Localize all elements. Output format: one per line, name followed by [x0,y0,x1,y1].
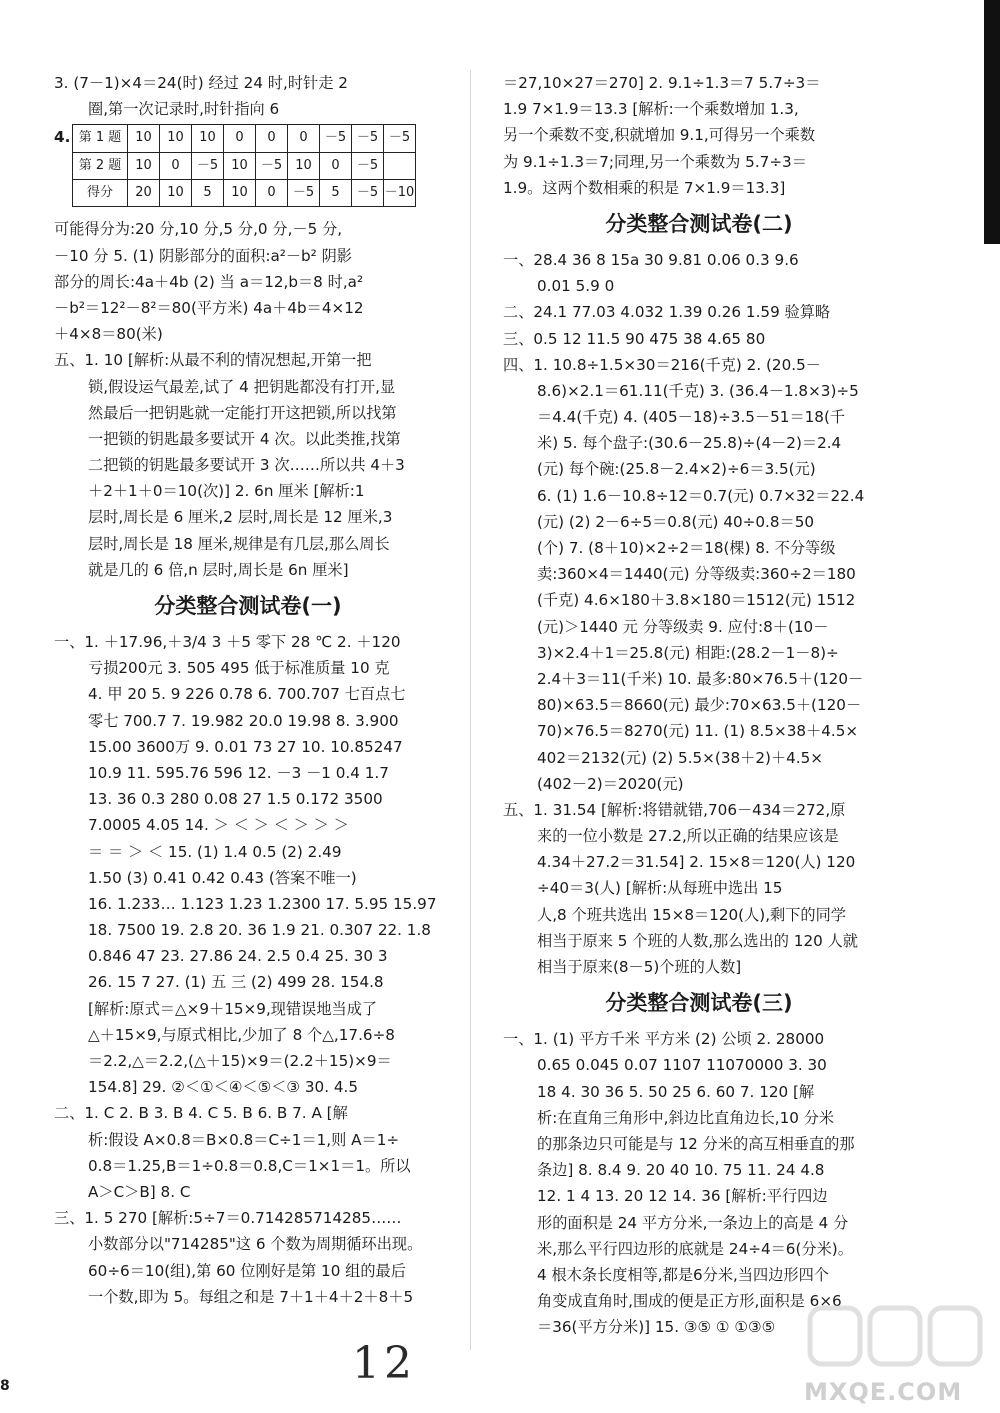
text-line: (元) 每个碗:(25.8－2.4×2)÷6＝3.5(元) [537,460,816,479]
table-cell [384,152,416,179]
text-line: 圈,第一次记录时,时针指向 6 [88,100,280,119]
text-line: 0.01 5.9 0 [537,277,615,296]
table-cell: －10 [384,179,416,206]
table-cell: 0 [320,152,352,179]
section-line: 二、24.1 77.03 4.032 1.39 0.26 1.59 验算略 [503,303,831,322]
text-line: 一个数,即为 5。每组之和是 7＋1＋4＋2＋8＋5 [88,1287,414,1306]
text-line: 26. 15 7 27. (1) 五 三 (2) 499 28. 154.8 [88,973,384,992]
section-line: 四、1. 10.8÷1.5×30＝216(千克) 2. (20.5－ [503,355,821,374]
text-line: 亏损200元 3. 505 495 低于标准质量 10 克 [88,659,390,678]
text-line: 米) 5. 每个盘子:(30.6－25.8)÷(4－2)＝2.4 [537,434,842,453]
text-line: 相当于原来(8－5)个班的人数] [537,958,742,976]
table-cell: 10 [128,152,160,179]
text-line: 13. 36 0.3 280 0.08 27 1.5 0.172 3500 [88,790,383,809]
text-line: 层时,周长是 18 厘米,规律是有几层,那么周长 [88,534,390,553]
text-line: 15.00 3600万 9. 0.01 73 27 10. 10.85247 [88,737,403,756]
text-line: 的那条边只可能是与 12 分米的高互相垂直的那 [537,1134,855,1153]
text-line: 角变成直角时,围成的便是正方形,面积是 6×6 [537,1292,842,1311]
table-cell: 10 [224,179,256,206]
text-line: ＝36(平方分米)] 15. ③⑤ ① ①③⑤ [537,1318,776,1337]
text-line: ＋4×8＝80(米) [54,325,163,344]
text-line: 一把锁的钥匙最多要试开 4 次。以此类推,找第 [88,429,401,448]
table-cell: 0 [256,125,288,152]
table-row [73,152,416,179]
text-line: 另一个乘数不变,积就增加 9.1,可得另一个乘数 [503,126,816,145]
section-line: 二、1. C 2. B 3. B 4. C 5. B 6. B 7. A [解 [54,1104,348,1123]
table-cell: －5 [384,125,416,152]
text-line: ＝4.4(千克) 4. (405－18)÷3.5－51＝18(千 [537,408,846,427]
text-line: 16. 1.233… 1.123 1.23 1.2300 17. 5.95 15.97 [88,894,437,913]
watermark-text: MXQE.COM [804,1378,963,1406]
text-line: 8.6)×2.1＝61.11(千克) 3. (36.4－1.8×3)÷5 [537,381,859,400]
table-cell: －5 [256,152,288,179]
table-cell: －5 [288,179,320,206]
score-table-block [54,122,442,216]
text-line: 然最后一把钥匙就一定能打开这把锁,所以找第 [88,403,397,422]
score-table [72,124,416,207]
text-line: 10.9 11. 595.76 596 12. －3 －1 0.4 1.7 [88,763,389,782]
table-cell: －5 [192,152,224,179]
table-cell: 10 [192,125,224,152]
text-line: ＝2.2,△＝2.2,(△＋15)×9＝(2.2＋15)×9＝ [88,1052,392,1070]
text-line: 4.34＋27.2＝31.54] 2. 15×8＝120(人) 120 [537,853,856,872]
text-line: 4 根木条长度相等,都是6分米,当四边形四个 [537,1265,829,1284]
text-line: 零七 700.7 7. 19.982 20.0 19.98 8. 3.900 [88,711,399,730]
text-line: 部分的周长:4a＋4b (2) 当 a＝12,b＝8 时,a² [54,272,364,291]
table-row [73,179,416,206]
text-line: 3)×2.4＋1＝25.8(元) 相距:(28.2－1－8)÷ [537,643,839,662]
text-line: 析:在直角三角形中,斜边比直角边长,10 分米 [537,1108,835,1127]
table-cell: 0 [256,179,288,206]
text-line: ÷40＝3(人) [解析:从每班中选出 15 [537,879,783,898]
section-line: 三、1. 5 270 [解析:5÷7＝0.714285714285…… [54,1209,402,1228]
text-line: 0.846 47 23. 27.86 24. 2.5 0.4 25. 30 3 [88,947,388,966]
section-line: 三、0.5 12 11.5 90 475 38 4.65 80 [503,329,766,348]
page-number: 8 [0,1378,10,1394]
table-cell: －5 [352,125,384,152]
text-line: 0.8＝1.25,B＝1÷0.8＝0.8,C＝1×1＝1。所以 [88,1156,411,1175]
text-line: 0.65 0.045 0.07 1107 11070000 3. 30 [537,1056,827,1075]
text-line: ＝27,10×27＝270] 2. 9.1÷1.3＝7 5.7÷3＝ [503,74,821,92]
text-line: 80)×63.5＝8660(元) 最少:70×63.5＋(120－ [537,696,862,715]
row-label: 第 1 题 [73,125,128,152]
text-line: 二把锁的钥匙最多要试开 3 次……所以共 4＋3 [88,456,405,475]
text-line: (元) (2) 2－6÷5＝0.8(元) 40÷0.8＝50 [537,512,815,531]
text-line: 小数部分以"714285"这 6 个数为周期循环出现。 [88,1235,423,1254]
text-line: 可能得分为:20 分,10 分,5 分,0 分,－5 分, [54,220,343,239]
table-cell: 10 [128,125,160,152]
handwritten-mark: 12 [352,1338,416,1389]
text-line: 7.0005 4.05 14. ＞ ＜ ＞ ＜ ＞ ＞ ＞ [88,816,349,835]
text-line: (个) 7. (8＋10)×2÷2＝18(棵) 8. 不分等级 [537,539,836,557]
column-divider [470,70,471,1350]
text-line: [解析:原式＝△×9＋15×9,现错误地当成了 [88,999,378,1018]
text-line: 12. 1 4 13. 20 12 14. 36 [解析:平行四边 [537,1187,828,1206]
table-cell: 0 [288,125,320,152]
text-line: 1.9 7×1.9＝13.3 [解析:一个乘数增加 1.3, [503,100,799,119]
text-line: 18 4. 30 36 5. 50 25 6. 60 7. 120 [解 [537,1082,815,1101]
text-line: －b²＝12²－8²＝80(平方米) 4a＋4b＝4×12 [54,298,364,317]
table-cell: 10 [160,125,192,152]
text-line: 形的面积是 24 平方分米,一条边上的高是 4 分 [537,1213,849,1232]
table-cell: 5 [192,179,224,206]
text-line: 米,那么平行四边形的底就是 24÷4＝6(分米)。 [537,1239,853,1258]
section-line: 一、1. ＋17.96,＋3/4 3 ＋5 零下 28 ℃ 2. ＋120 [54,633,401,651]
text-line: 相当于原来 5 个班的人数,那么选出的 120 人就 [537,931,858,950]
table-cell: －5 [352,179,384,206]
table-cell: 20 [128,179,160,206]
left-column [54,70,442,1310]
text-line: 人,8 个班共选出 15×8＝120(人),剩下的同学 [537,905,846,924]
section-heading: 分类整合测试卷(二) [605,211,793,236]
table-cell: 5 [320,179,352,206]
table-cell: 10 [160,179,192,206]
text-line: 18. 7500 19. 2.8 20. 36 1.9 21. 0.307 22. 1.8 [88,921,431,940]
section-line: 五、1. 10 [解析:从最不利的情况想起,开第一把 [54,351,372,370]
section-heading: 分类整合测试卷(一) [154,594,342,618]
table-row [73,125,416,152]
text-line: 6. (1) 1.6－10.8÷12＝0.7(元) 0.7×32＝22.4 [537,486,865,505]
text-line: 4. 甲 20 5. 9 226 0.78 6. 700.707 七百点七 [88,685,406,704]
text-line: △＋15×9,与原式相比,少加了 8 个△,17.6÷8 [88,1025,395,1044]
text-line: 154.8] 29. ②＜①＜④＜⑤＜③ 30. 4.5 [88,1078,359,1097]
row-label: 第 2 题 [73,152,128,179]
text-line: 70)×76.5＝8270(元) 11. (1) 8.5×38＋4.5× [537,722,859,741]
section-heading: 分类整合测试卷(三) [605,991,793,1016]
table-cell: 0 [160,152,192,179]
text-line: 1.9。这两个数相乘的积是 7×1.9＝13.3] [503,178,786,197]
text-line: 析:假设 A×0.8＝B×0.8＝C÷1＝1,则 A＝1÷ [88,1130,400,1149]
row-label: 得分 [73,179,128,206]
text-line: 1.50 (3) 0.41 0.42 0.43 (答案不唯一) [88,868,357,887]
section-line: 一、1. (1) 平方千米 平方米 (2) 公顷 2. 28000 [503,1030,825,1049]
text-line: 402＝2132(元) (2) 5.5×(38＋2)＋4.5× [537,748,824,767]
text-line: (402－2)＝2020(元) [537,774,684,793]
question-number: 4. [54,128,71,147]
text-line: －10 分 5. (1) 阴影部分的面积:a²－b² 阴影 [54,246,352,265]
text-line: 卖:360×4＝1440(元) 分等级卖:360÷2＝180 [537,565,856,584]
table-cell: 10 [288,152,320,179]
text-line: 3. (7－1)×4＝24(时) 经过 24 时,时针走 2 [54,74,348,92]
text-line: 层时,周长是 6 厘米,2 层时,周长是 12 厘米,3 [88,508,393,527]
text-line: 来的一位小数是 27.2,所以正确的结果应该是 [537,827,839,846]
text-line: 就是几的 6 倍,n 层时,周长是 6n 厘米] [88,560,349,579]
text-line: 60÷6＝10(组),第 60 位刚好是第 10 组的最后 [88,1261,406,1280]
section-line: 五、1. 31.54 [解析:将错就错,706－434＝272,原 [503,800,846,819]
scan-edge-bar [984,0,1000,244]
text-line: A＞C＞B] 8. C [88,1182,191,1201]
text-line: 锁,假设运气最差,试了 4 把钥匙都没有打开,显 [88,377,396,396]
table-cell: －5 [352,152,384,179]
section-line: 一、28.4 36 8 15a 30 9.81 0.06 0.3 9.6 [503,250,799,269]
text-line: 条边] 8. 8.4 9. 20 40 10. 75 11. 24 4.8 [537,1161,825,1180]
text-line: ＝ ＝ ＞ ＜ 15. (1) 1.4 0.5 (2) 2.49 [88,842,342,861]
text-line: 2.4＋3＝11(千米) 10. 最多:80×76.5＋(120－ [537,669,864,688]
text-line: 为 9.1÷1.3＝7;同理,另一个乘数为 5.7÷3＝ [503,152,807,171]
right-column [503,70,895,1340]
table-cell: 10 [224,152,256,179]
table-cell: －5 [320,125,352,152]
text-line: ＋2＋1＋0＝10(次)] 2. 6n 厘米 [解析:1 [88,482,365,501]
table-cell: 0 [224,125,256,152]
text-line: (千克) 4.6×180＋3.8×180＝1512(元) 1512 [537,591,856,610]
text-line: (元)＞1440 元 分等级卖 9. 应付:8＋(10－ [537,617,829,636]
